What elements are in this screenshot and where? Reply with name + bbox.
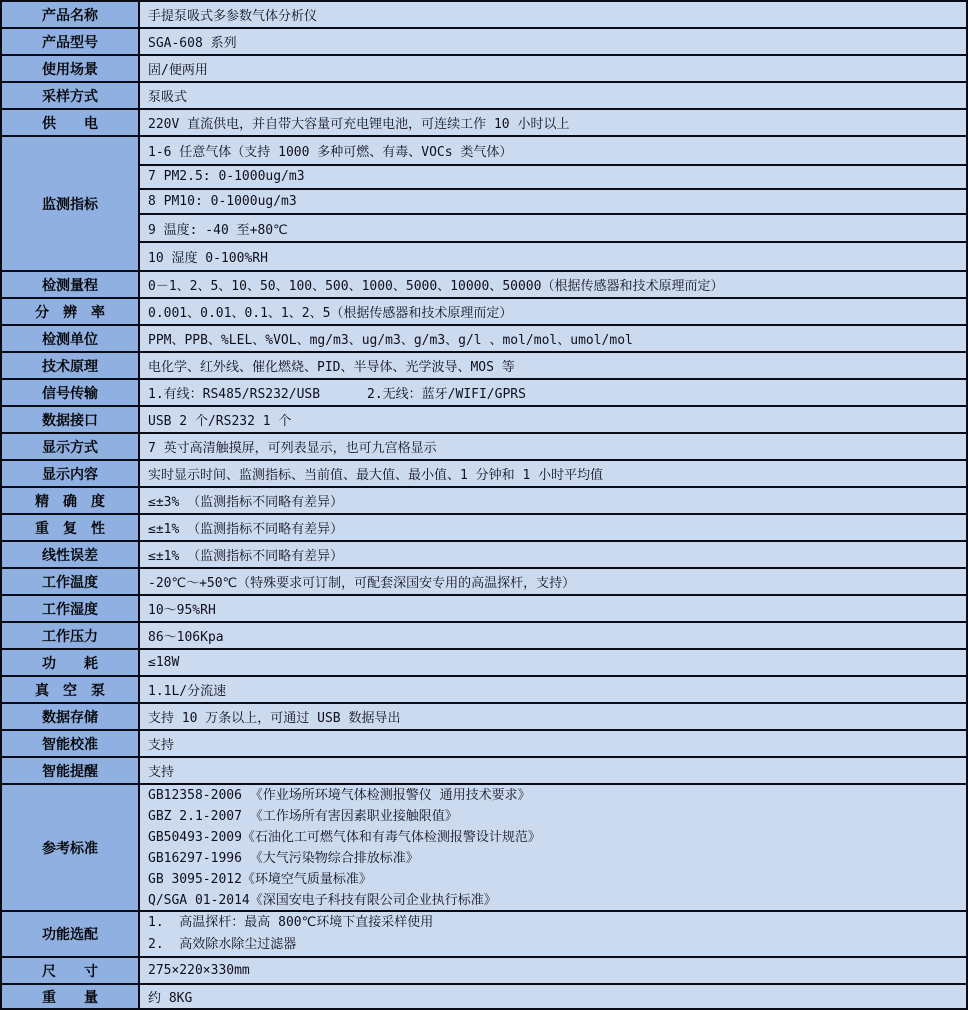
table-row-smart-reminder — [2, 758, 966, 785]
monitoring-indicator-subrows — [140, 137, 966, 270]
standard-line: GB16297-1996 《大气污染物综合排放标准》 — [148, 850, 419, 866]
spec-value: 0－1、2、5、10、50、100、500、1000、5000、10000、50000（根据传感器和技术原理而定） — [140, 272, 966, 297]
spec-value: PPM、PPB、%LEL、%VOL、mg/m3、ug/m3、g/m3、g/l 、mol/mol、umol/mol — [140, 326, 966, 351]
spec-label: 真 空 泵 — [2, 677, 140, 702]
spec-value: 275×220×330mm — [140, 958, 966, 983]
spec-label: 供 电 — [2, 110, 140, 135]
table-row-optional-features — [2, 912, 966, 958]
standard-line: GB12358-2006 《作业场所环境气体检测报警仪 通用技术要求》 — [148, 787, 531, 803]
table-row-technical-principle — [2, 353, 966, 380]
spec-label: 智能提醒 — [2, 758, 140, 783]
spec-value: 1.1L/分流速 — [140, 677, 966, 702]
spec-label: 工作温度 — [2, 569, 140, 594]
spec-value: 支持 — [140, 758, 966, 783]
spec-label: 数据接口 — [2, 407, 140, 432]
table-row-reference-standards — [2, 785, 966, 912]
spec-label: 精 确 度 — [2, 488, 140, 513]
spec-value: 0.001、0.01、0.1、1、2、5（根据传感器和技术原理而定） — [140, 299, 966, 324]
spec-subvalue: 7 PM2.5: 0-1000ug/m3 — [140, 166, 966, 191]
reference-standards-list — [140, 785, 966, 910]
standard-line: GBZ 2.1-2007 《工作场所有害因素职业接触限值》 — [148, 808, 458, 824]
spec-label: 检测单位 — [2, 326, 140, 351]
spec-label: 工作湿度 — [2, 596, 140, 621]
spec-label: 技术原理 — [2, 353, 140, 378]
spec-label: 线性误差 — [2, 542, 140, 567]
spec-value: 10～95%RH — [140, 596, 966, 621]
spec-value: 1.有线：RS485/RS232/USB 2.无线：蓝牙/WIFI/GPRS — [140, 380, 966, 405]
spec-label: 重 复 性 — [2, 515, 140, 540]
spec-value: 固/便两用 — [140, 56, 966, 81]
table-row-resolution — [2, 299, 966, 326]
spec-value: SGA-608 系列 — [140, 29, 966, 54]
table-row-model — [2, 29, 966, 56]
spec-subvalue: 10 湿度 0-100%RH — [140, 243, 966, 270]
table-row-working-pressure — [2, 623, 966, 650]
optional-features-list — [140, 912, 966, 956]
table-row-signal-transmission — [2, 380, 966, 407]
table-row-detection-range — [2, 272, 966, 299]
table-row-vacuum-pump — [2, 677, 966, 704]
spec-label: 采样方式 — [2, 83, 140, 108]
spec-subvalue: 9 温度: -40 至+80℃ — [140, 215, 966, 244]
standard-line: GB50493-2009《石油化工可燃气体和有毒气体检测报警设计规范》 — [148, 829, 541, 845]
spec-value: 支持 — [140, 731, 966, 756]
table-row-power-supply — [2, 110, 966, 137]
spec-value: 电化学、红外线、催化燃烧、PID、半导体、光学波导、MOS 等 — [140, 353, 966, 378]
spec-label: 显示方式 — [2, 434, 140, 459]
spec-label: 功 耗 — [2, 650, 140, 675]
spec-label: 工作压力 — [2, 623, 140, 648]
table-row-dimensions — [2, 958, 966, 985]
table-row-working-temperature — [2, 569, 966, 596]
spec-label: 尺 寸 — [2, 958, 140, 983]
table-row-monitoring-indicators — [2, 137, 966, 272]
spec-label: 产品型号 — [2, 29, 140, 54]
spec-label: 检测量程 — [2, 272, 140, 297]
spec-value: ≤±1% （监测指标不同略有差异） — [140, 542, 966, 567]
spec-value: 220V 直流供电，并自带大容量可充电锂电池，可连续工作 10 小时以上 — [140, 110, 966, 135]
spec-value: 泵吸式 — [140, 83, 966, 108]
spec-value: 支持 10 万条以上，可通过 USB 数据导出 — [140, 704, 966, 729]
spec-subvalue: 1-6 任意气体（支持 1000 多种可燃、有毒、VOCs 类气体） — [140, 137, 966, 166]
table-row-usage-scene — [2, 56, 966, 83]
table-row-smart-calibration — [2, 731, 966, 758]
table-row-data-storage — [2, 704, 966, 731]
spec-label: 智能校准 — [2, 731, 140, 756]
spec-label: 使用场景 — [2, 56, 140, 81]
table-row-detection-unit — [2, 326, 966, 353]
table-row-display-mode — [2, 434, 966, 461]
optional-feature-line: 1. 高温探杆：最高 800℃环境下直接采样使用 — [148, 915, 434, 930]
spec-value: USB 2 个/RS232 1 个 — [140, 407, 966, 432]
spec-label: 功能选配 — [2, 912, 140, 956]
spec-value: 手提泵吸式多参数气体分析仪 — [140, 2, 966, 27]
table-row-linearity-error — [2, 542, 966, 569]
spec-value: ≤±3% （监测指标不同略有差异） — [140, 488, 966, 513]
table-row-power-consumption — [2, 650, 966, 677]
table-row-product-name — [2, 2, 966, 29]
spec-label: 重 量 — [2, 985, 140, 1008]
table-row-working-humidity — [2, 596, 966, 623]
spec-label: 参考标准 — [2, 785, 140, 910]
table-row-display-content — [2, 461, 966, 488]
spec-label: 产品名称 — [2, 2, 140, 27]
spec-value: 实时显示时间、监测指标、当前值、最大值、最小值、1 分钟和 1 小时平均值 — [140, 461, 966, 486]
table-row-data-interface — [2, 407, 966, 434]
table-row-weight — [2, 985, 966, 1008]
table-row-accuracy — [2, 488, 966, 515]
spec-value: ≤18W — [140, 650, 966, 675]
spec-label: 分 辨 率 — [2, 299, 140, 324]
spec-value: 约 8KG — [140, 985, 966, 1008]
table-row-repeatability — [2, 515, 966, 542]
standard-line: GB 3095-2012《环境空气质量标准》 — [148, 871, 372, 887]
spec-value: 86～106Kpa — [140, 623, 966, 648]
spec-label: 监测指标 — [2, 137, 140, 270]
spec-value: 7 英寸高清触摸屏，可列表显示，也可九宫格显示 — [140, 434, 966, 459]
spec-value: ≤±1% （监测指标不同略有差异） — [140, 515, 966, 540]
spec-label: 数据存储 — [2, 704, 140, 729]
spec-label: 显示内容 — [2, 461, 140, 486]
spec-label: 信号传输 — [2, 380, 140, 405]
spec-value: -20℃～+50℃（特殊要求可订制，可配套深国安专用的高温探杆，支持） — [140, 569, 966, 594]
spec-subvalue: 8 PM10: 0-1000ug/m3 — [140, 190, 966, 215]
table-row-sampling-method — [2, 83, 966, 110]
standard-line: Q/SGA 01-2014《深国安电子科技有限公司企业执行标准》 — [148, 892, 497, 908]
optional-feature-line: 2. 高效除水除尘过滤器 — [148, 937, 297, 952]
